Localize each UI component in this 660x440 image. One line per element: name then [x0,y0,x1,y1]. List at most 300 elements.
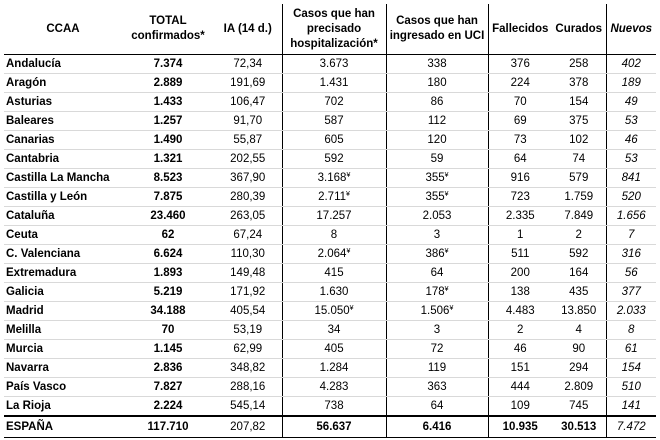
cell-uci-value: 120 [427,134,447,146]
covid-ccaa-table [4,4,656,438]
cell-ccaa [4,150,122,169]
cell-hosp-value: 1.630 [319,286,349,298]
cell-ia-value: 280,39 [230,191,266,203]
cell-curados-value: 2 [575,229,582,241]
cell-ia-value: 53,19 [233,324,263,336]
cell-uci [386,131,488,150]
total-uci: 6.416 [386,416,488,438]
cell-ia-value: 72,34 [233,58,263,70]
cell-fallecidos [488,340,552,359]
footnote-mark: ¥ [444,286,449,293]
cell-fallecidos-value: 723 [510,191,530,203]
cell-nuevos-value: 316 [621,248,641,260]
cell-nuevos [606,321,656,340]
table-row [4,207,656,226]
cell-fallecidos [488,150,552,169]
cell-curados-value: 435 [569,286,589,298]
cell-curados-value: 258 [569,58,589,70]
cell-uci [386,207,488,226]
cell-hosp [282,378,386,397]
cell-total [122,321,214,340]
cell-uci-value: 64 [430,267,444,279]
cell-total-value: 1.433 [153,96,183,108]
cell-ccaa-value: Cantabria [6,153,60,165]
cell-ia [214,340,282,359]
cell-hosp-value: 2.711 [318,191,347,203]
cell-hosp [282,302,386,321]
cell-nuevos-value: 7 [628,229,635,241]
cell-nuevos-value: 189 [621,77,641,89]
cell-nuevos [606,169,656,188]
cell-curados [552,359,606,378]
cell-ia-value: 91,70 [233,115,263,127]
cell-curados-value: 7.849 [564,210,594,222]
cell-ia [214,397,282,417]
cell-curados [552,302,606,321]
cell-uci-value: 112 [427,115,447,127]
cell-total [122,55,214,74]
cell-fallecidos-value: 376 [510,58,530,70]
cell-nuevos [606,93,656,112]
cell-hosp [282,55,386,74]
cell-uci [386,93,488,112]
cell-ia [214,188,282,207]
cell-curados [552,321,606,340]
cell-ia-value: 62,99 [233,343,263,355]
cell-ccaa-value: Asturias [6,96,53,108]
cell-uci [386,321,488,340]
cell-total [122,378,214,397]
cell-uci-value: 59 [430,153,444,165]
cell-uci-value: 119 [427,362,447,374]
cell-uci [386,150,488,169]
cell-nuevos-value: 56 [624,267,638,279]
cell-fallecidos [488,207,552,226]
header-row [4,4,656,55]
cell-nuevos-value: 46 [624,134,638,146]
cell-curados [552,207,606,226]
cell-ccaa-value: Murcia [6,343,44,355]
cell-fallecidos [488,359,552,378]
cell-hosp-value: 3.168 [317,172,347,184]
cell-nuevos-value: 154 [621,362,641,374]
cell-fallecidos [488,55,552,74]
cell-hosp-value: 702 [324,96,344,108]
cell-total-value: 7.875 [153,191,183,203]
cell-uci-value: 2.053 [422,210,452,222]
cell-hosp-value: 405 [324,343,344,355]
cell-ccaa-value: Aragón [6,77,47,89]
table-row [4,302,656,321]
cell-total-value: 7.374 [153,58,183,70]
total-nuevos: 7.472 [606,416,656,438]
cell-fallecidos-value: 4.483 [505,305,535,317]
cell-hosp [282,207,386,226]
cell-total [122,264,214,283]
cell-ia-value: 191,69 [230,77,266,89]
cell-nuevos [606,112,656,131]
footnote-mark: ¥ [444,248,449,255]
cell-uci [386,302,488,321]
cell-uci-value: 180 [427,77,447,89]
cell-ccaa-value: Baleares [6,115,54,127]
cell-uci [386,55,488,74]
cell-fallecidos-value: 511 [511,248,530,260]
cell-nuevos [606,188,656,207]
cell-fallecidos [488,93,552,112]
cell-hosp-value: 15.050 [314,305,350,317]
cell-uci [386,245,488,264]
cell-ia [214,283,282,302]
cell-fallecidos-value: 151 [510,362,530,374]
cell-total-value: 23.460 [150,210,186,222]
cell-total [122,112,214,131]
cell-total-value: 70 [161,324,175,336]
cell-uci [386,359,488,378]
cell-curados-value: 375 [569,115,589,127]
cell-total [122,169,214,188]
cell-total-value: 1.257 [153,115,183,127]
cell-uci-value: 72 [430,343,444,355]
cell-hosp-value: 17.257 [316,210,352,222]
cell-nuevos-value: 402 [621,58,641,70]
cell-uci-value: 355 [425,172,445,184]
cell-curados [552,226,606,245]
cell-curados [552,150,606,169]
cell-hosp [282,169,386,188]
cell-curados [552,283,606,302]
cell-ccaa [4,93,122,112]
cell-curados-value: 294 [569,362,589,374]
cell-fallecidos [488,378,552,397]
cell-ia-value: 405,54 [230,305,266,317]
cell-nuevos-value: 841 [621,172,641,184]
cell-nuevos-value: 520 [621,191,641,203]
cell-fallecidos [488,112,552,131]
table-row [4,169,656,188]
cell-ccaa-value: Canarias [6,134,55,146]
total-ia: 207,82 [214,416,282,438]
cell-fallecidos-value: 2.335 [505,210,535,222]
cell-ia [214,302,282,321]
cell-total [122,74,214,93]
cell-total-value: 2.836 [153,362,183,374]
cell-hosp [282,74,386,93]
cell-ccaa-value: País Vasco [6,381,67,393]
footnote-mark: ¥ [444,172,449,179]
cell-total-value: 8.523 [153,172,183,184]
header-curados: Curados [552,4,606,55]
cell-fallecidos-value: 109 [510,400,530,412]
cell-ccaa-value: Extremadura [6,267,77,279]
cell-curados [552,188,606,207]
cell-uci-value: 86 [430,96,444,108]
cell-hosp [282,131,386,150]
cell-curados-value: 592 [569,248,589,260]
cell-total [122,340,214,359]
cell-ccaa-value: Navarra [6,362,49,374]
cell-nuevos-value: 510 [621,381,641,393]
cell-nuevos-value: 2.033 [616,305,646,317]
cell-uci [386,378,488,397]
cell-total-value: 1.321 [153,153,183,165]
cell-nuevos [606,55,656,74]
cell-ia-value: 545,14 [230,400,266,412]
cell-uci-value: 386 [425,248,445,260]
cell-hosp [282,93,386,112]
cell-curados-value: 1.759 [564,191,594,203]
cell-hosp-value: 592 [324,153,344,165]
header-total: TOTAL confirmados* [122,4,214,55]
header-uci: Casos que han ingresado en UCI [386,4,488,55]
cell-curados-value: 2.809 [564,381,594,393]
cell-fallecidos-value: 64 [513,153,527,165]
cell-fallecidos [488,131,552,150]
cell-uci-value: 3 [433,229,441,241]
cell-hosp-value: 1.431 [319,77,349,89]
cell-ccaa-value: Ceuta [6,229,38,241]
cell-total-value: 1.893 [153,267,183,279]
cell-ccaa [4,131,122,150]
cell-nuevos-value: 53 [624,153,638,165]
cell-nuevos [606,74,656,93]
cell-curados-value: 102 [569,134,589,146]
cell-ia [214,74,282,93]
cell-nuevos-value: 1.656 [616,210,646,222]
cell-total [122,131,214,150]
cell-fallecidos-value: 46 [513,343,527,355]
table-row [4,397,656,417]
cell-uci [386,226,488,245]
cell-nuevos [606,302,656,321]
cell-curados [552,397,606,417]
cell-hosp [282,321,386,340]
cell-curados-value: 745 [569,400,589,412]
cell-fallecidos [488,321,552,340]
cell-uci [386,397,488,417]
cell-ccaa-value: Melilla [6,324,42,336]
cell-nuevos-value: 8 [628,324,635,336]
cell-total-value: 2.889 [153,77,183,89]
cell-uci-value: 3 [433,324,441,336]
cell-nuevos [606,378,656,397]
cell-ia-value: 106,47 [230,96,266,108]
footnote-mark: ¥ [349,305,354,312]
cell-nuevos [606,397,656,417]
cell-curados [552,55,606,74]
cell-ia-value: 288,16 [230,381,266,393]
cell-total [122,283,214,302]
cell-total [122,302,214,321]
cell-curados-value: 579 [569,172,589,184]
footnote-mark: ¥ [449,305,454,312]
table-row [4,150,656,169]
total-hosp: 56.637 [282,416,386,438]
cell-ccaa-value: Madrid [6,305,44,317]
table-row [4,245,656,264]
table-row [4,131,656,150]
cell-uci [386,264,488,283]
table-row [4,112,656,131]
cell-ccaa-value: La Rioja [6,400,51,412]
cell-nuevos [606,226,656,245]
cell-curados [552,245,606,264]
cell-ia-value: 110,30 [230,248,265,260]
cell-curados [552,340,606,359]
cell-ccaa-value: Castilla y León [6,191,88,203]
cell-total-value: 62 [161,229,175,241]
table-row [4,93,656,112]
cell-hosp-value: 4.283 [319,381,349,393]
cell-ia [214,321,282,340]
table-row [4,188,656,207]
cell-hosp [282,150,386,169]
cell-nuevos [606,283,656,302]
cell-fallecidos-value: 444 [510,381,530,393]
cell-ia [214,245,282,264]
cell-hosp [282,112,386,131]
cell-hosp [282,397,386,417]
cell-fallecidos [488,188,552,207]
cell-hosp-value: 2.064 [317,248,347,260]
total-confirmados: 117.710 [122,416,214,438]
cell-ccaa [4,74,122,93]
cell-ia [214,359,282,378]
cell-uci [386,340,488,359]
cell-ia-value: 348,82 [230,362,266,374]
table-row [4,55,656,74]
cell-fallecidos [488,245,552,264]
cell-fallecidos [488,169,552,188]
cell-ccaa [4,359,122,378]
cell-curados-value: 4 [575,324,582,336]
cell-ia [214,169,282,188]
cell-ia [214,93,282,112]
cell-ia-value: 263,05 [230,210,266,222]
cell-ia [214,55,282,74]
header-nuevos: Nuevos [606,4,656,55]
cell-hosp [282,226,386,245]
cell-ccaa [4,321,122,340]
total-curados: 30.513 [552,416,606,438]
cell-total [122,93,214,112]
header-ia: IA (14 d.) [214,4,282,55]
footnote-mark: ¥ [346,191,350,198]
cell-hosp-value: 605 [324,134,344,146]
cell-fallecidos [488,226,552,245]
cell-nuevos [606,264,656,283]
cell-uci-value: 64 [430,400,444,412]
table-row [4,264,656,283]
cell-hosp-value: 415 [324,267,344,279]
cell-curados-value: 90 [572,343,586,355]
cell-ia [214,150,282,169]
cell-hosp-value: 34 [327,324,341,336]
cell-uci [386,112,488,131]
cell-ccaa [4,55,122,74]
cell-nuevos [606,245,656,264]
table-row [4,226,656,245]
cell-hosp [282,245,386,264]
cell-uci-value: 363 [427,381,447,393]
cell-ccaa [4,188,122,207]
cell-ccaa [4,302,122,321]
cell-total [122,188,214,207]
cell-fallecidos-value: 916 [510,172,530,184]
cell-hosp-value: 587 [324,115,344,127]
cell-ccaa [4,245,122,264]
cell-uci [386,169,488,188]
cell-hosp-value: 8 [330,229,338,241]
table-row [4,283,656,302]
cell-fallecidos [488,74,552,93]
cell-hosp [282,264,386,283]
cell-curados [552,74,606,93]
cell-curados-value: 154 [569,96,589,108]
cell-curados-value: 74 [572,153,586,165]
cell-total [122,397,214,417]
table-row [4,359,656,378]
cell-ia [214,207,282,226]
cell-total-value: 7.827 [153,381,183,393]
cell-total-value: 5.219 [153,286,183,298]
cell-nuevos-value: 377 [621,286,641,298]
cell-hosp [282,359,386,378]
cell-nuevos [606,150,656,169]
cell-ia [214,264,282,283]
cell-total-value: 2.224 [153,400,183,412]
cell-fallecidos-value: 69 [513,115,527,127]
table-row [4,321,656,340]
cell-total-value: 1.490 [153,134,183,146]
cell-ccaa [4,226,122,245]
cell-ccaa [4,112,122,131]
cell-uci [386,283,488,302]
cell-ia [214,131,282,150]
cell-ccaa-value: Castilla La Mancha [6,172,110,184]
cell-nuevos-value: 61 [624,343,638,355]
cell-ccaa [4,397,122,417]
total-row [4,416,656,438]
footnote-mark: ¥ [346,172,351,179]
cell-total [122,245,214,264]
cell-nuevos [606,359,656,378]
cell-ccaa-value: Andalucía [6,58,61,70]
table-row [4,340,656,359]
total-ccaa: ESPAÑA [4,416,122,438]
cell-hosp-value: 1.284 [319,362,349,374]
cell-fallecidos-value: 2 [517,324,524,336]
cell-nuevos-value: 141 [621,400,641,412]
table-row [4,378,656,397]
cell-ia [214,226,282,245]
cell-uci-value: 1.506 [420,305,450,317]
cell-fallecidos-value: 73 [513,134,527,146]
cell-ccaa-value: Cataluña [6,210,55,222]
cell-ccaa [4,264,122,283]
cell-hosp [282,283,386,302]
cell-fallecidos-value: 70 [513,96,527,108]
footnote-mark: ¥ [444,191,449,198]
cell-uci [386,188,488,207]
cell-ccaa-value: C. Valenciana [6,248,81,260]
cell-curados [552,378,606,397]
cell-nuevos [606,340,656,359]
cell-fallecidos [488,397,552,417]
cell-total [122,226,214,245]
cell-ccaa [4,169,122,188]
cell-fallecidos-value: 200 [510,267,530,279]
